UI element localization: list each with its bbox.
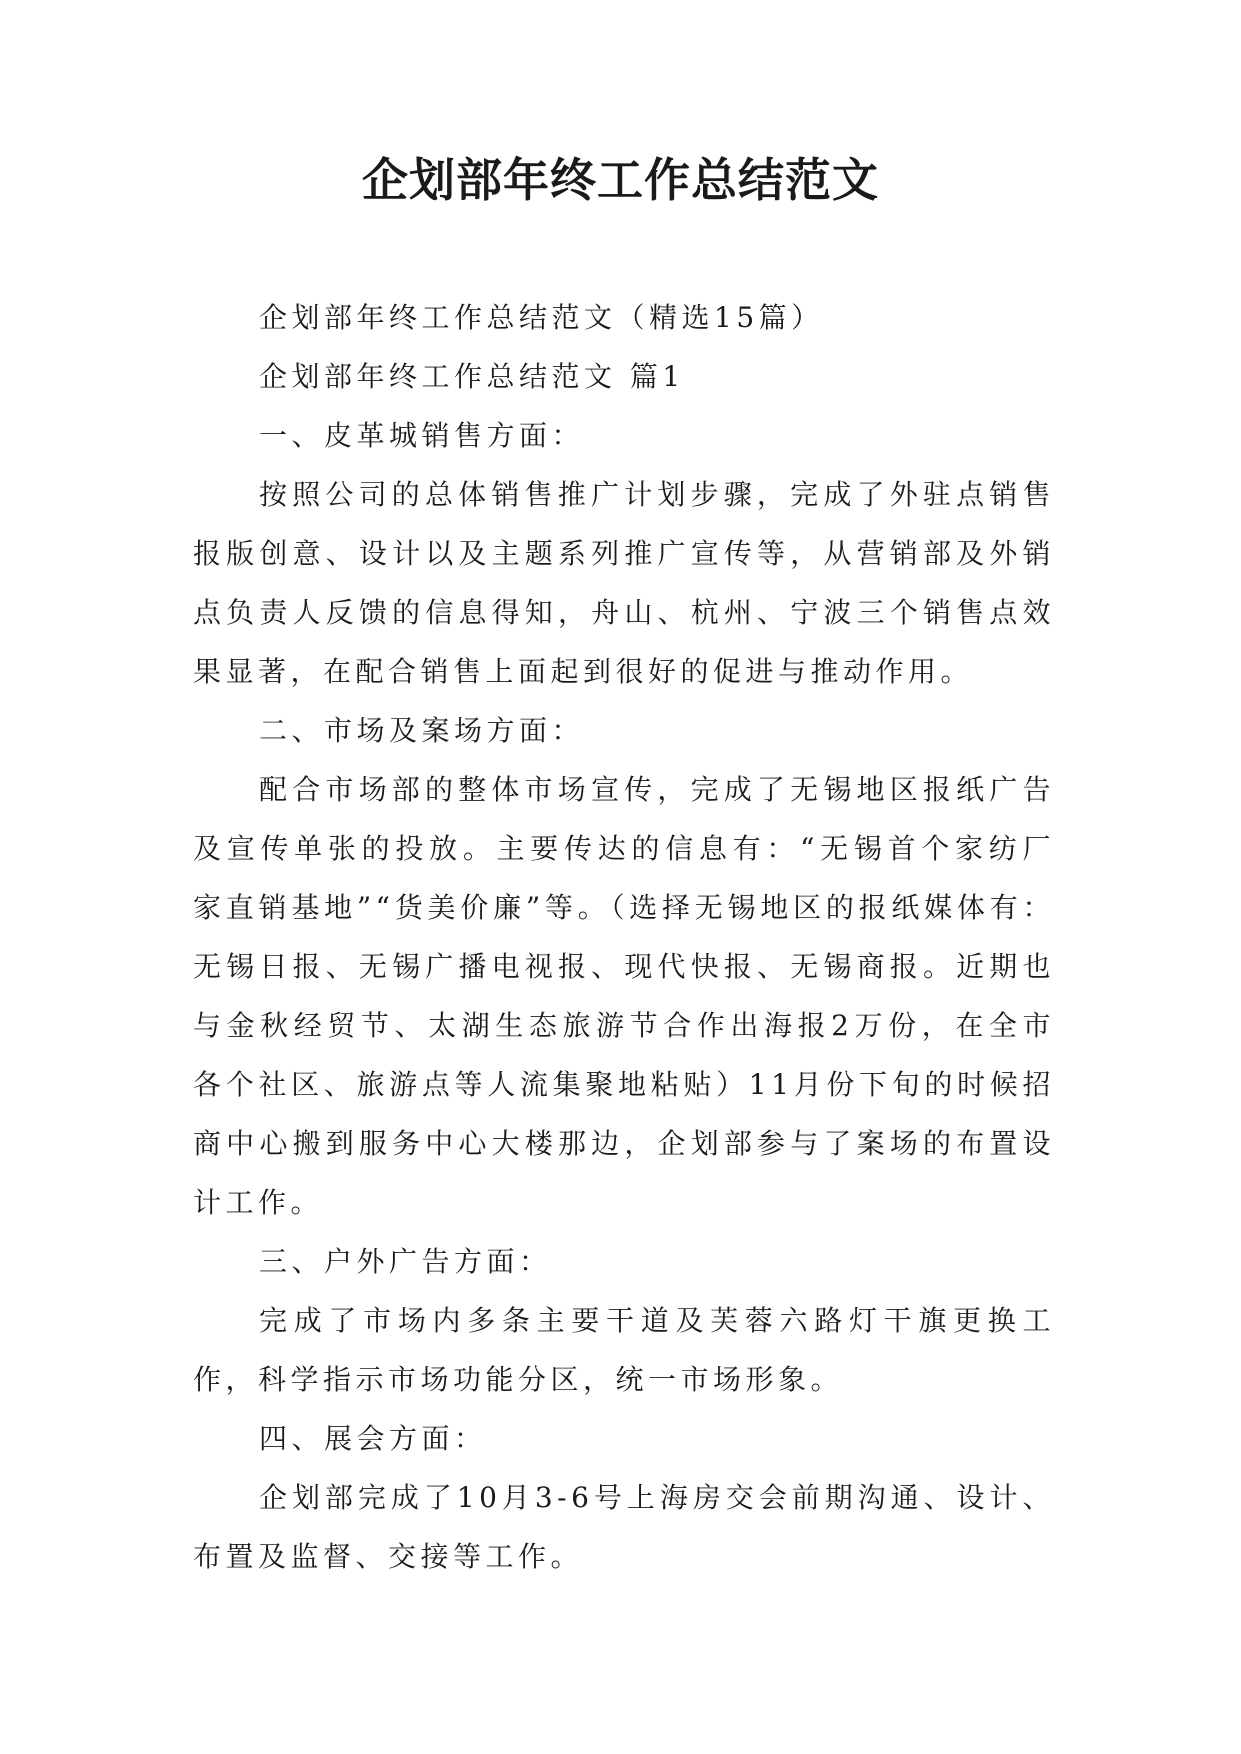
- subtitle-paragraph: 企划部年终工作总结范文（精选15篇）: [259, 301, 824, 334]
- heading-leather-city-sales: 一、皮革城销售方面：: [259, 419, 585, 452]
- heading-market-and-sales-site: 二、市场及案场方面：: [259, 714, 585, 747]
- heading-exhibitions: 四、展会方面：: [259, 1422, 487, 1455]
- section-heading-part-1: 企划部年终工作总结范文 篇1: [259, 360, 685, 393]
- paragraph-leather-city-sales: 按照公司的总体销售推广计划步骤，完成了外驻点销售报版创意、设计以及主题系列推广宣传等，从营销部及外销点负责人反馈的信息得知，舟山、杭州、宁波三个销售点效果显著，在配合销售上面起到很好的促进与推动作用。: [193, 478, 1055, 688]
- paragraph-market-and-sales-site: 配合市场部的整体市场宣传，完成了无锡地区报纸广告及宣传单张的投放。主要传达的信息有：“无锡首个家纺厂家直销基地”“货美价廉”等。（选择无锡地区的报纸媒体有：无锡日报、无锡广播电视报、现代快报、无锡商报。近期也与金秋经贸节、太湖生态旅游节合作出海报2万份，在全市各个社区、旅游点等人流集聚地粘贴）11月份下旬的时候招商中心搬到服务中心大楼那边，企划部参与了案场的布置设计工作。: [193, 773, 1055, 1219]
- paragraph-exhibitions: 企划部完成了10月3-6号上海房交会前期沟通、设计、布置及监督、交接等工作。: [193, 1481, 1055, 1573]
- heading-outdoor-advertising: 三、户外广告方面：: [259, 1245, 552, 1278]
- paragraph-outdoor-advertising: 完成了市场内多条主要干道及芙蓉六路灯干旗更换工作，科学指示市场功能分区，统一市场形象。: [193, 1304, 1055, 1396]
- document-body: [193, 288, 1055, 1586]
- document-title: 企划部年终工作总结范文: [362, 153, 879, 207]
